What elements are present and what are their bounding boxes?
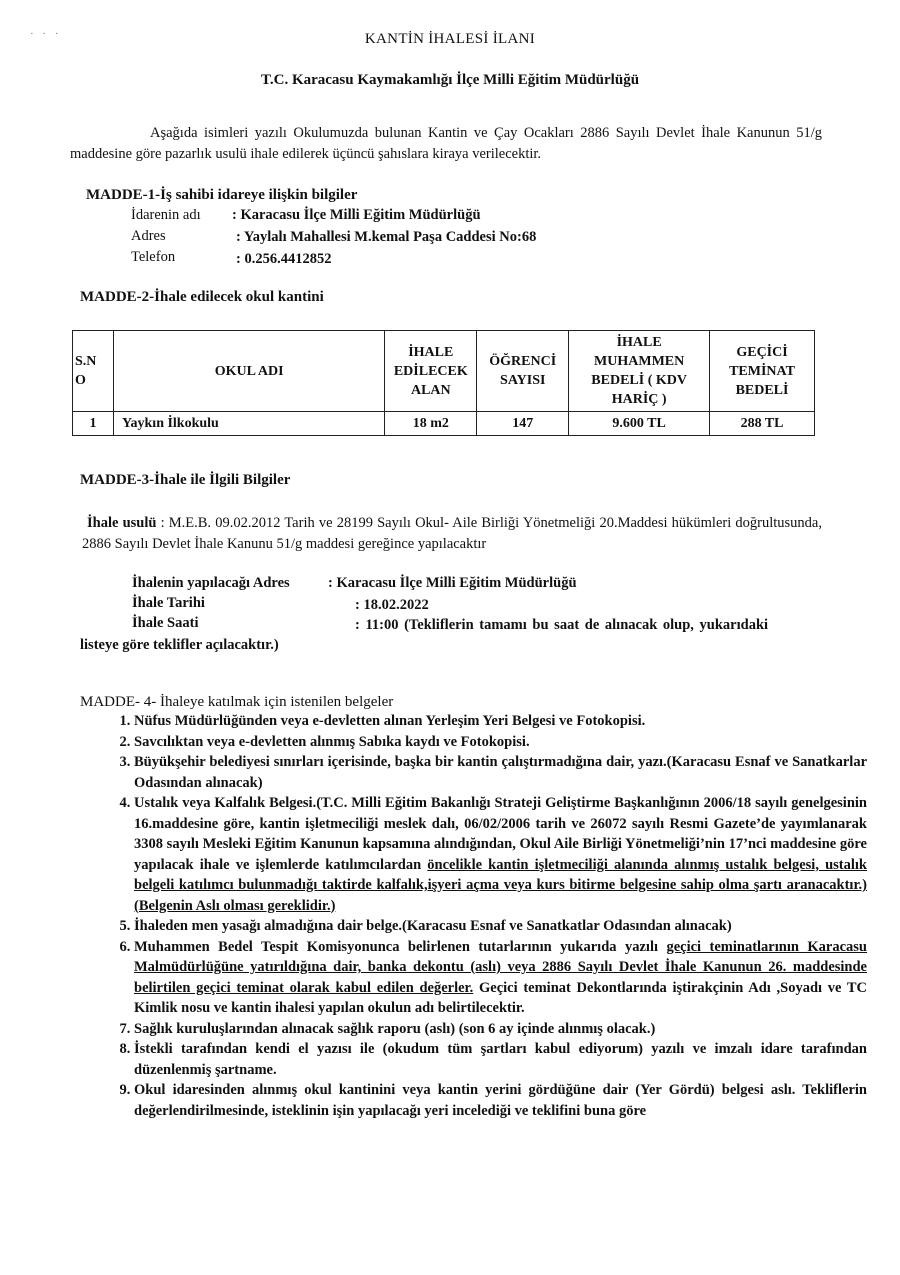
ihale-usulu-label: İhale usulü <box>87 515 157 531</box>
col-header-sno: S.N O <box>73 331 114 412</box>
ihale-adres-label: İhalenin yapılacağı Adres <box>132 575 290 591</box>
adres-label: Adres <box>131 228 166 244</box>
ihale-saati-label: İhale Saati <box>132 615 199 631</box>
idare-label: İdarenin adı <box>131 207 201 223</box>
list-item <box>134 711 867 732</box>
list-item <box>134 752 867 793</box>
ihale-usulu-paragraph <box>82 513 822 555</box>
item9-text: Okul idaresinden alınmış okul kantinini veya kantin yerini gördüğüne dair (Yer Gördü) belgesi aslı. Tekliflerin değerlendirilmesinde, isteklinin işin yapılacağı yeri incelediği ve teklifini buna göre <box>134 1082 867 1119</box>
ihale-tarihi-value: : 18.02.2022 <box>355 597 429 613</box>
cell-bedel: 9.600 TL <box>569 412 710 436</box>
madde1-heading: MADDE-1-İş sahibi idareye ilişkin bilgiler <box>86 187 358 203</box>
telefon-value: : 0.256.4412852 <box>236 251 332 267</box>
madde2-heading: MADDE-2-İhale edilecek okul kantini <box>80 289 324 305</box>
adres-value: : Yaylalı Mahallesi M.kemal Paşa Caddesi No:68 <box>236 229 537 245</box>
cell-okul: Yaykın İlkokulu <box>113 412 384 436</box>
item5-text: İhaleden men yasağı almadığına dair belge.(Karacasu Esnaf ve Sanatkatlar Odasından alınacak) <box>134 918 732 934</box>
ihale-saati-cont: listeye göre teklifler açılacaktır.) <box>80 637 279 653</box>
item3-text: Büyükşehir belediyesi sınırları içerisinde, başka bir kantin çalıştırmadığına dair, yazı.(Karacasu Esnaf ve Sanatkarlar Odasından alınacak) <box>134 754 867 791</box>
table-row <box>73 412 815 436</box>
ihale-saati-value: : 11:00 (Tekliflerin tamamı bu saat de alınacak olup, yukarıdaki <box>355 617 769 633</box>
cell-alan: 18 m2 <box>385 412 477 436</box>
list-item <box>134 1080 867 1121</box>
ihale-tarihi-label: İhale Tarihi <box>132 595 205 611</box>
list-item <box>134 793 867 916</box>
col-header-bedel: İHALE MUHAMMEN BEDELİ ( KDV HARİÇ ) <box>569 331 710 412</box>
list-item <box>134 732 867 753</box>
item1-text: Nüfus Müdürlüğünden veya e-devletten alınan Yerleşim Yeri Belgesi ve Fotokopisi. <box>134 713 646 729</box>
item2-text: Savcılıktan veya e-devletten alınmış Sabıka kaydı ve Fotokopisi. <box>134 733 530 750</box>
telefon-label: Telefon <box>131 249 176 265</box>
intro-paragraph: Aşağıda isimleri yazılı Okulumuzda bulunan Kantin ve Çay Ocakları 2886 Sayılı Devlet İhale Kanunun 51/g maddesine göre pazarlık usulü ihale edilerek üçüncü şahıslara kiraya verilecektir. <box>70 125 822 162</box>
cell-sno: 1 <box>73 412 114 436</box>
list-item <box>134 1019 867 1040</box>
item4-text: Ustalık veya Kalfalık Belgesi.(T.C. Milli Eğitim Bakanlığı Strateji Geliştirme Başkanlığının 2006/18 sayılı genelgesinin 16.maddesine göre, kantin işletmeciliği meslek dalı, 06/02/2006 tarih ve 26072 sayılı Resmi Gazete’de yayımlanarak 3308 sayılı Mesleki Eğitim Kanunun kapsamına alındığından, Okul Aile Birliği Yönetmeliği’nin 17’nci maddesine göre yapılacak ihale ve işlemlerde katılımcılardan <box>134 795 867 873</box>
item6-text: Muhammen Bedel Tespit Komisyonunca belirlenen tutarlarının yukarıda yazılı <box>134 938 667 955</box>
madde4-heading: MADDE- 4- İhaleye katılmak için istenilen belgeler <box>80 694 394 710</box>
item8-text: İstekli tarafından kendi el yazısı ile (okudum tüm şartları kabul ediyorum) yazılı ve imzalı idare tarafından düzenlenmiş şartname. <box>134 1041 867 1078</box>
list-item <box>134 1039 867 1080</box>
belgeler-list <box>90 711 867 1121</box>
col-header-alan: İHALE EDİLECEK ALAN <box>385 331 477 412</box>
item6-text-cont: Geçici teminat Dekontlarında iştirakçinin Adı ,Soyadı ve TC Kimlik nosu ve kantin ihalesi yapılan okulun adı belirtilecektir. <box>134 979 867 1016</box>
col-header-teminat: GEÇİCİ TEMİNAT BEDELİ <box>710 331 815 412</box>
col-header-ogrenci: ÖĞRENCİ SAYISI <box>477 331 569 412</box>
cell-ogrenci: 147 <box>477 412 569 436</box>
item6-underlined-text: geçici teminatlarının Karacasu Malmüdürlüğüne yatırıldığına dair, banka dekontu (aslı) veya 2886 Sayılı Devlet İhale Kanunun 26. maddesinde belirtilen geçici teminat olarak kabul edilen değerler. <box>134 938 867 996</box>
document-subtitle: T.C. Karacasu Kaymakamlığı İlçe Milli Eğitim Müdürlüğü <box>260 72 640 88</box>
ihale-usulu-text: : M.E.B. 09.02.2012 Tarih ve 28199 Sayılı Okul- Aile Birliği Yönetmeliği 20.Maddesi hükümleri doğrultusunda, 2886 Sayılı Devlet İhale Kanunu 51/g maddesi gereğince yapılacaktır <box>82 515 822 552</box>
document-title: KANTİN İHALESİ İLANI <box>364 31 536 47</box>
item7-text: Sağlık kuruluşlarından alınacak sağlık raporu (aslı) (son 6 ay içinde alınmış olacak.) <box>134 1020 656 1037</box>
scan-marks: · · · <box>30 28 62 40</box>
col-header-okul: OKUL ADI <box>113 331 384 412</box>
list-item <box>134 937 867 1019</box>
list-item <box>134 916 867 937</box>
ihale-adres-value: : Karacasu İlçe Milli Eğitim Müdürlüğü <box>328 575 577 591</box>
table-header-row <box>73 331 815 412</box>
kantin-table <box>72 330 815 436</box>
madde3-heading: MADDE-3-İhale ile İlgili Bilgiler <box>80 472 291 488</box>
item4-underlined-text: öncelikle kantin işletmeciliği alanında alınmış ustalık belgesi, ustalık belgeli katılımcı bulunmadığı taktirde kalfalık,işyeri açma veya kurs bitirme belgesine sahip olma şartı aranacaktır.)(Belgenin Aslı olması gereklidir.) <box>134 856 868 914</box>
idare-value: : Karacasu İlçe Milli Eğitim Müdürlüğü <box>232 207 481 223</box>
cell-teminat: 288 TL <box>710 412 815 436</box>
